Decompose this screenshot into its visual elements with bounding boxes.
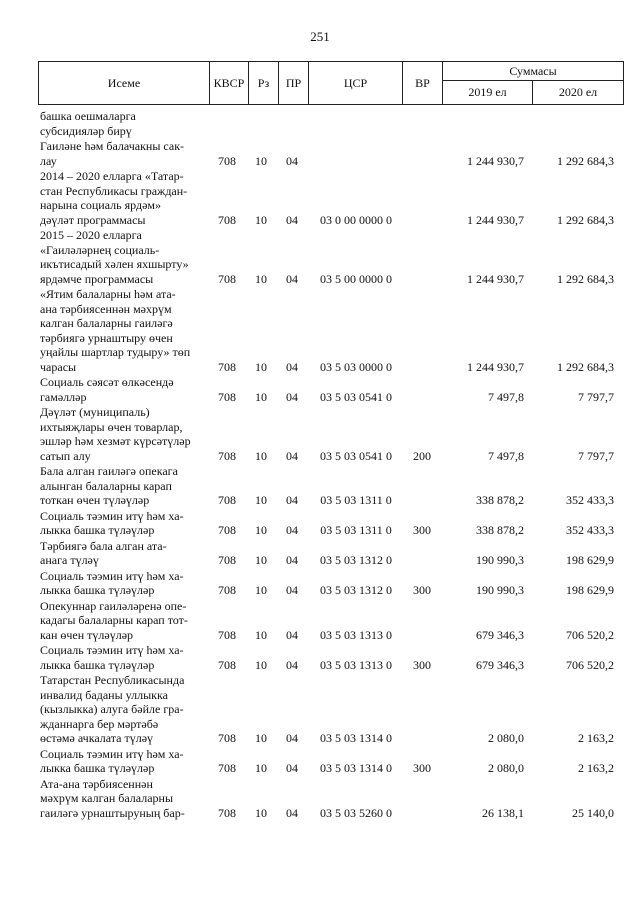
row-pr: 04 bbox=[286, 657, 298, 672]
row-name-line: икътисадый хәлен яхшырту» bbox=[40, 257, 189, 271]
row-kvsr: 708 bbox=[218, 731, 236, 745]
row-name-line: уңайлы шартлар тудыру» төп bbox=[40, 345, 191, 359]
table-row bbox=[0, 643, 640, 672]
table-row bbox=[0, 109, 640, 138]
row-name-line: лыкка башка түләүләр bbox=[40, 583, 155, 597]
row-pr: 04 bbox=[286, 583, 298, 597]
row-kvsr: 708 bbox=[218, 448, 236, 463]
row-name bbox=[40, 747, 206, 776]
row-pr: 04 bbox=[286, 389, 298, 404]
row-name-line: тоткан өчен түләүләр bbox=[40, 493, 150, 507]
row-name bbox=[40, 509, 206, 538]
table-row bbox=[0, 375, 640, 404]
row-name-line: лыкка башка түләүләр bbox=[40, 761, 155, 775]
row-pr: 04 bbox=[286, 271, 298, 286]
row-rz: 10 bbox=[255, 523, 267, 537]
row-pr: 04 bbox=[286, 493, 298, 507]
row-rz: 10 bbox=[255, 627, 267, 642]
table-row bbox=[0, 228, 640, 286]
row-sum-2019: 679 346,3 bbox=[476, 657, 524, 672]
row-rz: 10 bbox=[255, 389, 267, 404]
row-name bbox=[40, 643, 206, 672]
row-name-line: Ата-ана тәрбиясеннән bbox=[40, 776, 153, 791]
row-csr: 03 5 03 0541 0 bbox=[320, 448, 392, 463]
row-rz: 10 bbox=[255, 583, 267, 597]
row-vr: 300 bbox=[413, 583, 431, 597]
row-pr: 04 bbox=[286, 553, 298, 567]
row-kvsr: 708 bbox=[218, 805, 236, 820]
row-name-line: 2015 – 2020 елларга bbox=[40, 228, 142, 242]
row-kvsr: 708 bbox=[218, 657, 236, 672]
row-name-line: Опекуннар гаиләләренә опе- bbox=[40, 598, 187, 613]
row-name bbox=[40, 464, 206, 508]
header-sum-group bbox=[443, 62, 623, 104]
row-sum-2020: 2 163,2 bbox=[578, 731, 614, 745]
row-csr: 03 5 03 1312 0 bbox=[320, 583, 392, 597]
row-kvsr: 708 bbox=[218, 359, 236, 374]
row-pr: 04 bbox=[286, 212, 298, 227]
row-name-line: өстәмә ачкалата түләү bbox=[40, 731, 154, 745]
row-name bbox=[40, 405, 206, 463]
row-csr: 03 0 00 0000 0 bbox=[320, 212, 392, 227]
row-name-line: «Гаиләләрнең социаль- bbox=[40, 242, 160, 257]
row-name-line: дәүләт программасы bbox=[40, 212, 146, 227]
row-name-line: Социаль тәэмин итү һәм ха- bbox=[40, 508, 184, 523]
row-kvsr: 708 bbox=[218, 389, 236, 404]
row-name bbox=[40, 169, 206, 227]
row-name-line: субсидияләр бирү bbox=[40, 123, 132, 138]
row-name-line: инвалид баданы уллыкка bbox=[40, 687, 168, 702]
row-pr: 04 bbox=[286, 153, 298, 168]
row-rz: 10 bbox=[255, 448, 267, 463]
row-pr: 04 bbox=[286, 448, 298, 463]
row-vr: 300 bbox=[413, 523, 431, 537]
header-year-2020: 2020 ел bbox=[558, 85, 598, 99]
page-number: 251 bbox=[310, 29, 330, 44]
row-name-line: Тәрбиягә бала алган ата- bbox=[40, 538, 167, 553]
row-name bbox=[40, 673, 206, 746]
row-kvsr: 708 bbox=[218, 583, 236, 597]
row-name-line: лыкка башка түләүләр bbox=[40, 657, 155, 672]
row-sum-2019: 190 990,3 bbox=[476, 583, 524, 597]
table-row bbox=[0, 464, 640, 508]
header-pr: ПР bbox=[279, 62, 309, 104]
row-sum-2019: 2 080,0 bbox=[488, 731, 524, 745]
row-kvsr: 708 bbox=[218, 271, 236, 286]
row-vr: 200 bbox=[413, 448, 431, 463]
row-sum-2019: 7 497,8 bbox=[488, 448, 524, 463]
row-pr: 04 bbox=[286, 805, 298, 820]
row-name-line: ихтыяҗлары өчен товарлар, bbox=[40, 419, 183, 434]
row-csr: 03 5 03 1313 0 bbox=[320, 657, 392, 672]
row-name bbox=[40, 599, 206, 643]
row-name-line: Гаиләне һәм балачакны сак- bbox=[40, 139, 185, 153]
row-kvsr: 708 bbox=[218, 627, 236, 642]
row-sum-2020: 1 292 684,3 bbox=[557, 271, 614, 286]
row-name-line: (кызлыкка) алуга бәйле гра- bbox=[40, 702, 184, 716]
row-rz: 10 bbox=[255, 153, 267, 168]
row-vr: 300 bbox=[413, 657, 431, 672]
row-name-line: Социаль тәэмин итү һәм ха- bbox=[40, 568, 184, 583]
row-pr: 04 bbox=[286, 627, 298, 642]
row-csr: 03 5 03 1314 0 bbox=[320, 761, 392, 775]
row-sum-2019: 26 138,1 bbox=[482, 805, 524, 820]
row-sum-2020: 1 292 684,3 bbox=[557, 212, 614, 227]
header-sum: Суммасы bbox=[443, 62, 623, 81]
row-sum-2019: 1 244 930,7 bbox=[467, 359, 524, 374]
row-sum-2020: 7 797,7 bbox=[578, 448, 614, 463]
table-row bbox=[0, 569, 640, 598]
row-name-line: калган балаларны гаиләгә bbox=[40, 316, 173, 330]
row-name bbox=[40, 569, 206, 598]
row-rz: 10 bbox=[255, 553, 267, 567]
row-sum-2020: 352 433,3 bbox=[566, 523, 614, 537]
row-name bbox=[40, 777, 206, 821]
row-name-line: ярдәмче программасы bbox=[40, 271, 154, 286]
row-name-line: Бала алган гаиләгә опекага bbox=[40, 464, 178, 478]
row-csr: 03 5 00 0000 0 bbox=[320, 271, 392, 286]
row-sum-2020: 1 292 684,3 bbox=[557, 153, 614, 168]
row-kvsr: 708 bbox=[218, 761, 236, 775]
row-csr: 03 5 03 5260 0 bbox=[320, 805, 392, 820]
row-rz: 10 bbox=[255, 731, 267, 745]
row-sum-2020: 198 629,9 bbox=[566, 553, 614, 567]
table-row bbox=[0, 599, 640, 643]
row-name-line: жданнарга бер мәртәбә bbox=[40, 716, 159, 731]
row-name-line: кадагы балаларны карап тот- bbox=[40, 613, 188, 627]
row-name-line: чарасы bbox=[40, 359, 77, 374]
row-sum-2019: 679 346,3 bbox=[476, 627, 524, 642]
row-sum-2019: 7 497,8 bbox=[488, 389, 524, 404]
row-sum-2019: 338 878,2 bbox=[476, 493, 524, 507]
table-row bbox=[0, 673, 640, 746]
row-name-line: мәхрүм калган балаларны bbox=[40, 791, 174, 805]
row-pr: 04 bbox=[286, 731, 298, 745]
table-row bbox=[0, 777, 640, 821]
header-rz: Рз bbox=[249, 62, 279, 104]
header-name: Исеме bbox=[39, 62, 210, 104]
row-rz: 10 bbox=[255, 805, 267, 820]
row-sum-2020: 706 520,2 bbox=[566, 627, 614, 642]
row-name bbox=[40, 109, 206, 138]
row-name-line: Дәүләт (муниципаль) bbox=[40, 405, 150, 419]
row-name-line: ана тәрбиясеннән мәхрүм bbox=[40, 301, 172, 316]
row-name-line: «Ятим балаларны һәм ата- bbox=[40, 287, 176, 301]
row-name-line: эшләр һәм хезмәт күрсәтүләр bbox=[40, 434, 191, 448]
row-csr: 03 5 03 0541 0 bbox=[320, 389, 392, 404]
row-name bbox=[40, 375, 206, 404]
row-sum-2020: 706 520,2 bbox=[566, 657, 614, 672]
row-rz: 10 bbox=[255, 493, 267, 507]
row-sum-2019: 190 990,3 bbox=[476, 553, 524, 567]
row-sum-2020: 198 629,9 bbox=[566, 583, 614, 597]
row-pr: 04 bbox=[286, 523, 298, 537]
row-name-line: Социаль тәэмин итү һәм ха- bbox=[40, 746, 184, 761]
header-vr: ВР bbox=[403, 62, 443, 104]
row-kvsr: 708 bbox=[218, 212, 236, 227]
row-name-line: тәрбиягә урнаштыру өчен bbox=[40, 330, 173, 345]
row-rz: 10 bbox=[255, 271, 267, 286]
row-name-line: Социаль сәясәт өлкәсендә bbox=[40, 375, 174, 389]
row-sum-2020: 25 140,0 bbox=[572, 805, 614, 820]
header-csr: ЦСР bbox=[309, 62, 403, 104]
header-year-2019: 2019 ел bbox=[443, 81, 533, 104]
row-name-line: алынган балаларны карап bbox=[40, 478, 172, 493]
row-pr: 04 bbox=[286, 761, 298, 775]
row-name-line: Социаль тәэмин итү һәм ха- bbox=[40, 643, 184, 657]
row-name-line: Татарстан Республикасында bbox=[40, 673, 185, 687]
row-name bbox=[40, 139, 206, 168]
row-name-line: башка оешмаларга bbox=[40, 109, 136, 123]
row-pr: 04 bbox=[286, 359, 298, 374]
row-sum-2019: 1 244 930,7 bbox=[467, 271, 524, 286]
header-kvsr: КВСР bbox=[210, 62, 249, 104]
row-kvsr: 708 bbox=[218, 153, 236, 168]
row-kvsr: 708 bbox=[218, 523, 236, 537]
row-name-line: гаиләгә урнаштыруның бар- bbox=[40, 805, 185, 820]
table-row bbox=[0, 509, 640, 538]
row-kvsr: 708 bbox=[218, 553, 236, 567]
row-vr: 300 bbox=[413, 761, 431, 775]
row-rz: 10 bbox=[255, 657, 267, 672]
row-csr: 03 5 03 0000 0 bbox=[320, 359, 392, 374]
row-sum-2019: 1 244 930,7 bbox=[467, 212, 524, 227]
row-csr: 03 5 03 1311 0 bbox=[320, 523, 392, 537]
table-row bbox=[0, 287, 640, 374]
row-name-line: анага түләү bbox=[40, 553, 99, 567]
row-sum-2020: 7 797,7 bbox=[578, 389, 614, 404]
row-sum-2019: 338 878,2 bbox=[476, 523, 524, 537]
row-name-line: 2014 – 2020 елларга «Татар- bbox=[40, 169, 184, 183]
table-header bbox=[38, 61, 624, 105]
row-kvsr: 708 bbox=[218, 493, 236, 507]
table-row bbox=[0, 539, 640, 568]
row-rz: 10 bbox=[255, 359, 267, 374]
row-sum-2020: 2 163,2 bbox=[578, 761, 614, 775]
row-csr: 03 5 03 1314 0 bbox=[320, 731, 392, 745]
row-csr: 03 5 03 1311 0 bbox=[320, 493, 392, 507]
row-sum-2019: 1 244 930,7 bbox=[467, 153, 524, 168]
row-csr: 03 5 03 1313 0 bbox=[320, 627, 392, 642]
row-name-line: сатып алу bbox=[40, 448, 91, 463]
row-name bbox=[40, 287, 206, 374]
row-name-line: нарына социаль ярдәм» bbox=[40, 198, 162, 212]
table-row bbox=[0, 405, 640, 463]
table-row bbox=[0, 139, 640, 168]
row-rz: 10 bbox=[255, 761, 267, 775]
row-name-line: лау bbox=[40, 153, 57, 168]
row-name-line: стан Республикасы граждан- bbox=[40, 183, 188, 198]
row-name-line: лыкка башка түләүләр bbox=[40, 523, 155, 537]
row-sum-2020: 352 433,3 bbox=[566, 493, 614, 507]
row-name-line: гамәлләр bbox=[40, 389, 87, 404]
row-csr: 03 5 03 1312 0 bbox=[320, 553, 392, 567]
row-sum-2020: 1 292 684,3 bbox=[557, 359, 614, 374]
row-name-line: кан өчен түләүләр bbox=[40, 627, 134, 642]
table-row bbox=[0, 747, 640, 776]
row-name bbox=[40, 539, 206, 568]
row-sum-2019: 2 080,0 bbox=[488, 761, 524, 775]
row-rz: 10 bbox=[255, 212, 267, 227]
row-name bbox=[40, 228, 206, 286]
table-row bbox=[0, 169, 640, 227]
